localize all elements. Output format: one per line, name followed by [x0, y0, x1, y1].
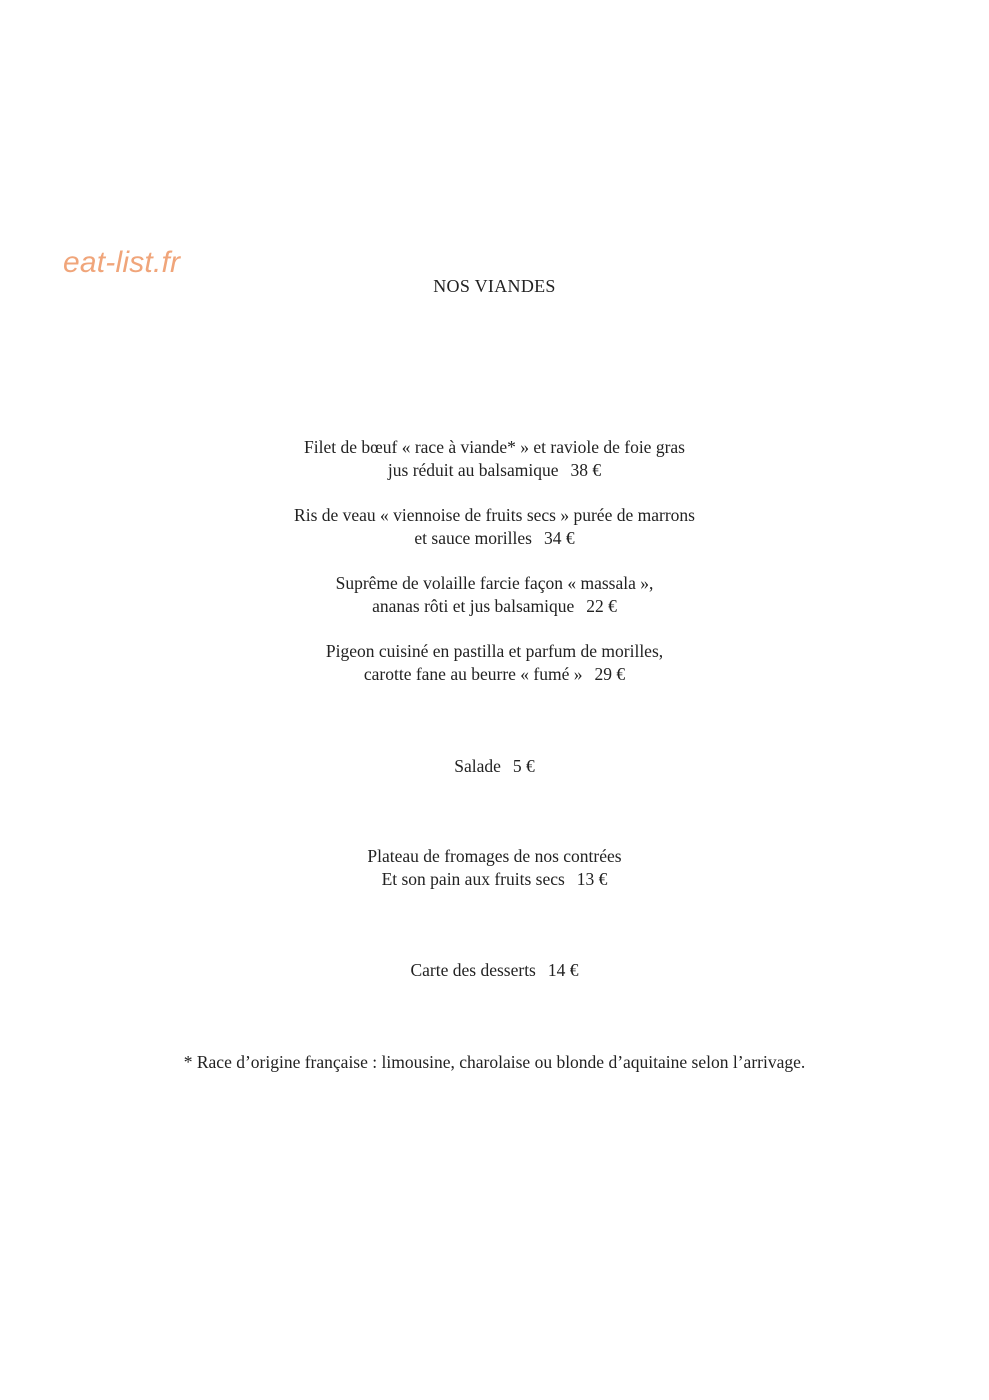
menu-item-line: [0, 755, 989, 778]
menu-item-line: [0, 959, 989, 982]
dish-name: Suprême de volaille farcie façon « massala »,: [335, 573, 654, 593]
dish-item-pigeon: [0, 640, 989, 686]
dish-item-filet-de-boeuf: [0, 436, 989, 482]
menu-item-line: [0, 868, 989, 891]
dish-description-line: [0, 459, 989, 482]
section-title: NOS VIANDES: [433, 276, 556, 296]
dish-price: 38 €: [570, 460, 602, 480]
menu-item-price: 14 €: [547, 960, 579, 980]
dish-item-ris-de-veau: [0, 504, 989, 550]
dish-price: 22 €: [586, 596, 617, 616]
dish-name: Ris de veau « viennoise de fruits secs » purée de marrons: [294, 505, 695, 525]
dish-description: ananas rôti et jus balsamique: [372, 596, 575, 616]
menu-item-price: 13 €: [576, 869, 608, 889]
dish-description: jus réduit au balsamique: [387, 460, 559, 480]
menu-item-fromages: [0, 845, 989, 891]
menu-item-description: Et son pain aux fruits secs: [381, 869, 565, 889]
menu-item-label: Carte des desserts: [410, 960, 536, 980]
menu-item-price: 5 €: [512, 756, 535, 776]
dish-description: et sauce morilles: [414, 528, 532, 548]
menu-item-salade: [0, 755, 989, 778]
menu-item-label: Plateau de fromages de nos contrées: [367, 846, 622, 866]
dish-description-line: [0, 663, 989, 686]
dish-price: 29 €: [594, 664, 626, 684]
dish-description-line: [0, 527, 989, 550]
dish-description: carotte fane au beurre « fumé »: [363, 664, 583, 684]
dish-name: Filet de bœuf « race à viande* » et raviole de foie gras: [304, 437, 685, 457]
menu-item-label: Salade: [454, 756, 501, 776]
dish-name: Pigeon cuisiné en pastilla et parfum de morilles,: [325, 641, 664, 661]
dish-description-line: [0, 595, 989, 618]
watermark-logo: eat-list.fr: [63, 246, 181, 279]
menu-item-desserts: [0, 959, 989, 982]
dish-price: 34 €: [543, 528, 575, 548]
dish-item-supreme-de-volaille: [0, 572, 989, 618]
footnote: * Race d’origine française : limousine, charolaise ou blonde d’aquitaine selon l’arrivage.: [183, 1052, 806, 1072]
